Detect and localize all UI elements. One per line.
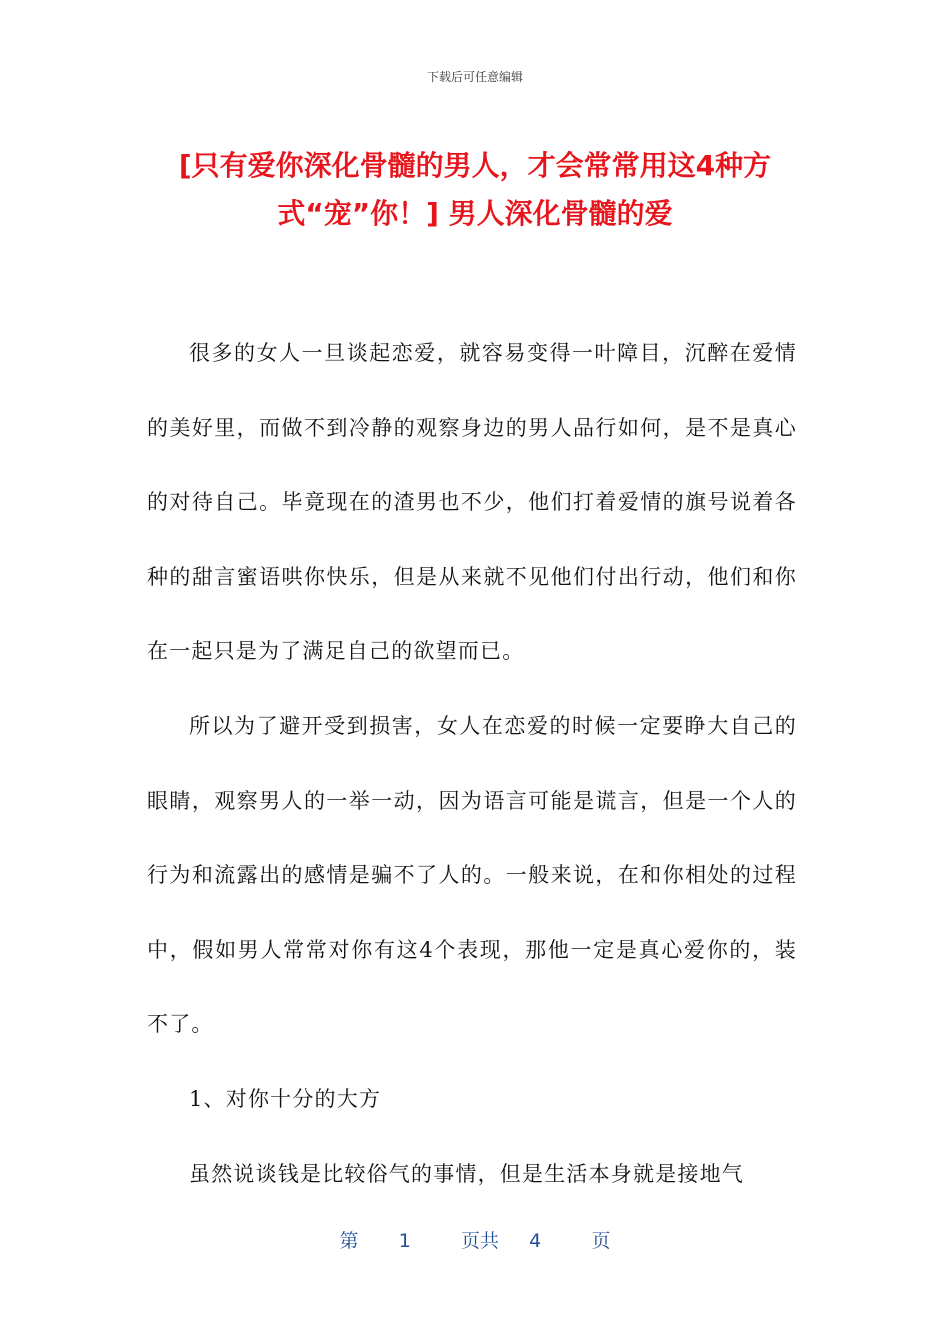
header-note: 下载后可任意编辑 [426, 70, 523, 84]
current-page-number: 1 [398, 1230, 411, 1252]
page-label-mid: 页共 [461, 1230, 500, 1252]
section-heading-1: 1、对你十分的大方 [189, 1086, 382, 1111]
total-pages-number: 4 [529, 1230, 542, 1252]
paragraph-1: 很多的女人一旦谈起恋爱，就容易变得一叶障目，沉醉在爱情的美好里，而做不到冷静的观察身边的男人品行如何，是不是真心的对待自己。毕竟现在的渣男也不少，他们打着爱情的旗号说着各种的甜言蜜语哄你快乐，但是从来就不见他们付出行动，他们和你在一起只是为了满足自己的欲望而已。 [147, 341, 797, 664]
page-label-suffix: 页 [591, 1230, 611, 1252]
document-title: [只有爱你深化骨髓的男人，才会常常用这4种方式“宠”你！] 男人深化骨髓的爱 [178, 149, 772, 230]
page-footer [0, 1226, 950, 1253]
page-label-prefix: 第 [339, 1230, 359, 1252]
document-body [147, 316, 797, 1211]
paragraph-2: 所以为了避开受到损害，女人在恋爱的时候一定要睁大自己的眼睛，观察男人的一举一动，因为语言可能是谎言，但是一个人的行为和流露出的感情是骗不了人的。一般来说，在和你相处的过程中，假如男人常常对你有这4个表现，那他一定是真心爱你的，装不了。 [147, 713, 797, 1037]
paragraph-3: 虽然说谈钱是比较俗气的事情，但是生活本身就是接地气 [189, 1161, 744, 1186]
